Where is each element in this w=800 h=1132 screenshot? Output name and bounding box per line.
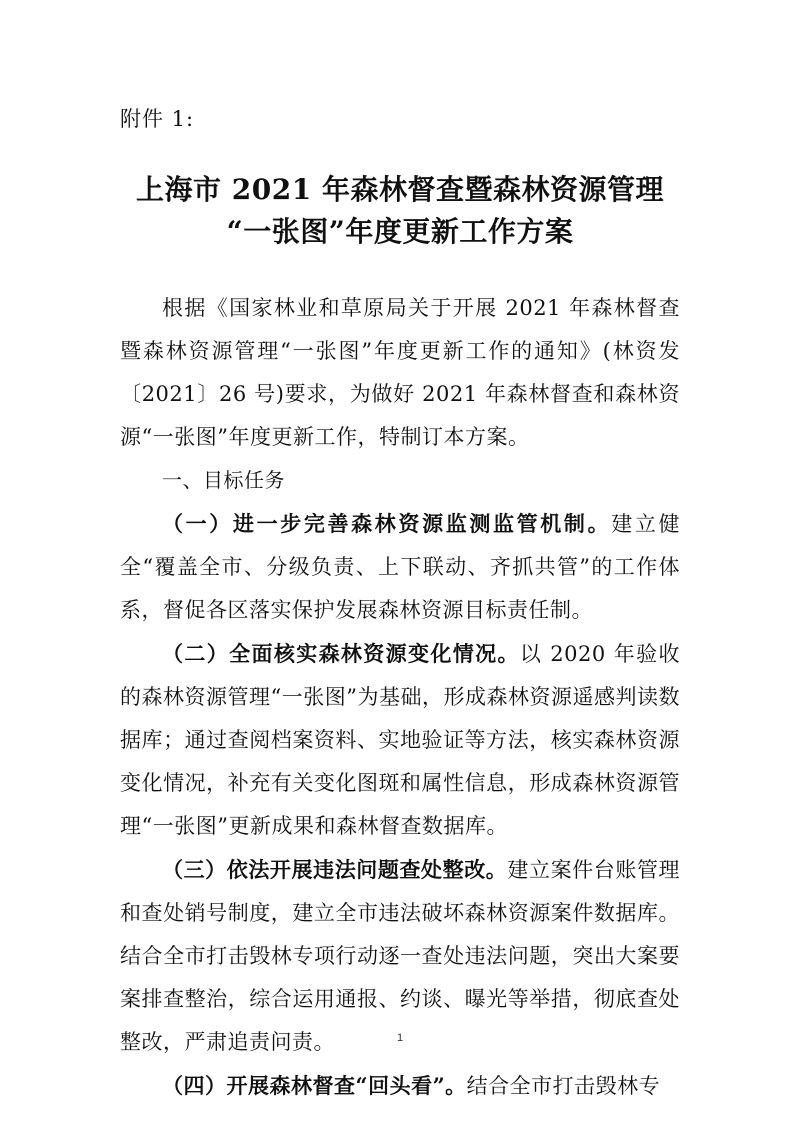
document-title-line-1: 上海市 2021 年森林督查暨森林资源管理 xyxy=(136,173,664,206)
document-body xyxy=(120,287,680,1108)
task-item-4 xyxy=(120,1064,680,1108)
task-item-4-text: 结合全市打击毁林专 xyxy=(466,1074,661,1098)
task-item-3-text: 建立案件台账管理和查处销号制度，建立全市违法破坏森林资源案件数据库。结合全市打击毁林专项行动逐一查处违法问题，突出大案要案排查整治，综合运用通报、约谈、曝光等举措，彻底查处整改，严肃追责问责。 xyxy=(120,858,680,1054)
task-item-2 xyxy=(120,632,680,848)
task-item-2-text: 以 2020 年验收的森林资源管理“一张图”为基础，形成森林资源遥感判读数据库；通过查阅档案资料、实地验证等方法，核实森林资源变化情况，补充有关变化图斑和属性信息，形成森林资源管理“一张图”更新成果和森林督查数据库。 xyxy=(120,642,681,838)
task-item-3-lead: （三）依法开展违法问题查处整改。 xyxy=(162,857,508,882)
task-item-1 xyxy=(120,502,680,632)
page-number: 1 xyxy=(396,1032,404,1044)
attachment-label: 附件 1: xyxy=(120,107,195,131)
task-item-4-lead: （四）开展森林督查“回头看”。 xyxy=(162,1073,467,1098)
document-title-line-2: “一张图”年度更新工作方案 xyxy=(226,215,574,248)
section-heading-objectives: 一、目标任务 xyxy=(162,468,285,492)
task-item-2-lead: （二）全面核实森林资源变化情况。 xyxy=(162,641,520,666)
task-item-1-lead: （一）进一步完善森林资源监测监管机制。 xyxy=(162,511,612,536)
intro-paragraph: 根据《国家林业和草原局关于开展 2021 年森林督查暨森林资源管理“一张图”年度更新工作的通知》(林资发〔2021〕26 号)要求，为做好 2021 年森林督查和森林资源“一张图”年度更新工作，特制订本方案。 xyxy=(120,296,680,449)
task-item-1-text: 建立健全“覆盖全市、分级负责、上下联动、齐抓共管”的工作体系，督促各区落实保护发展森林资源目标责任制。 xyxy=(120,512,681,622)
